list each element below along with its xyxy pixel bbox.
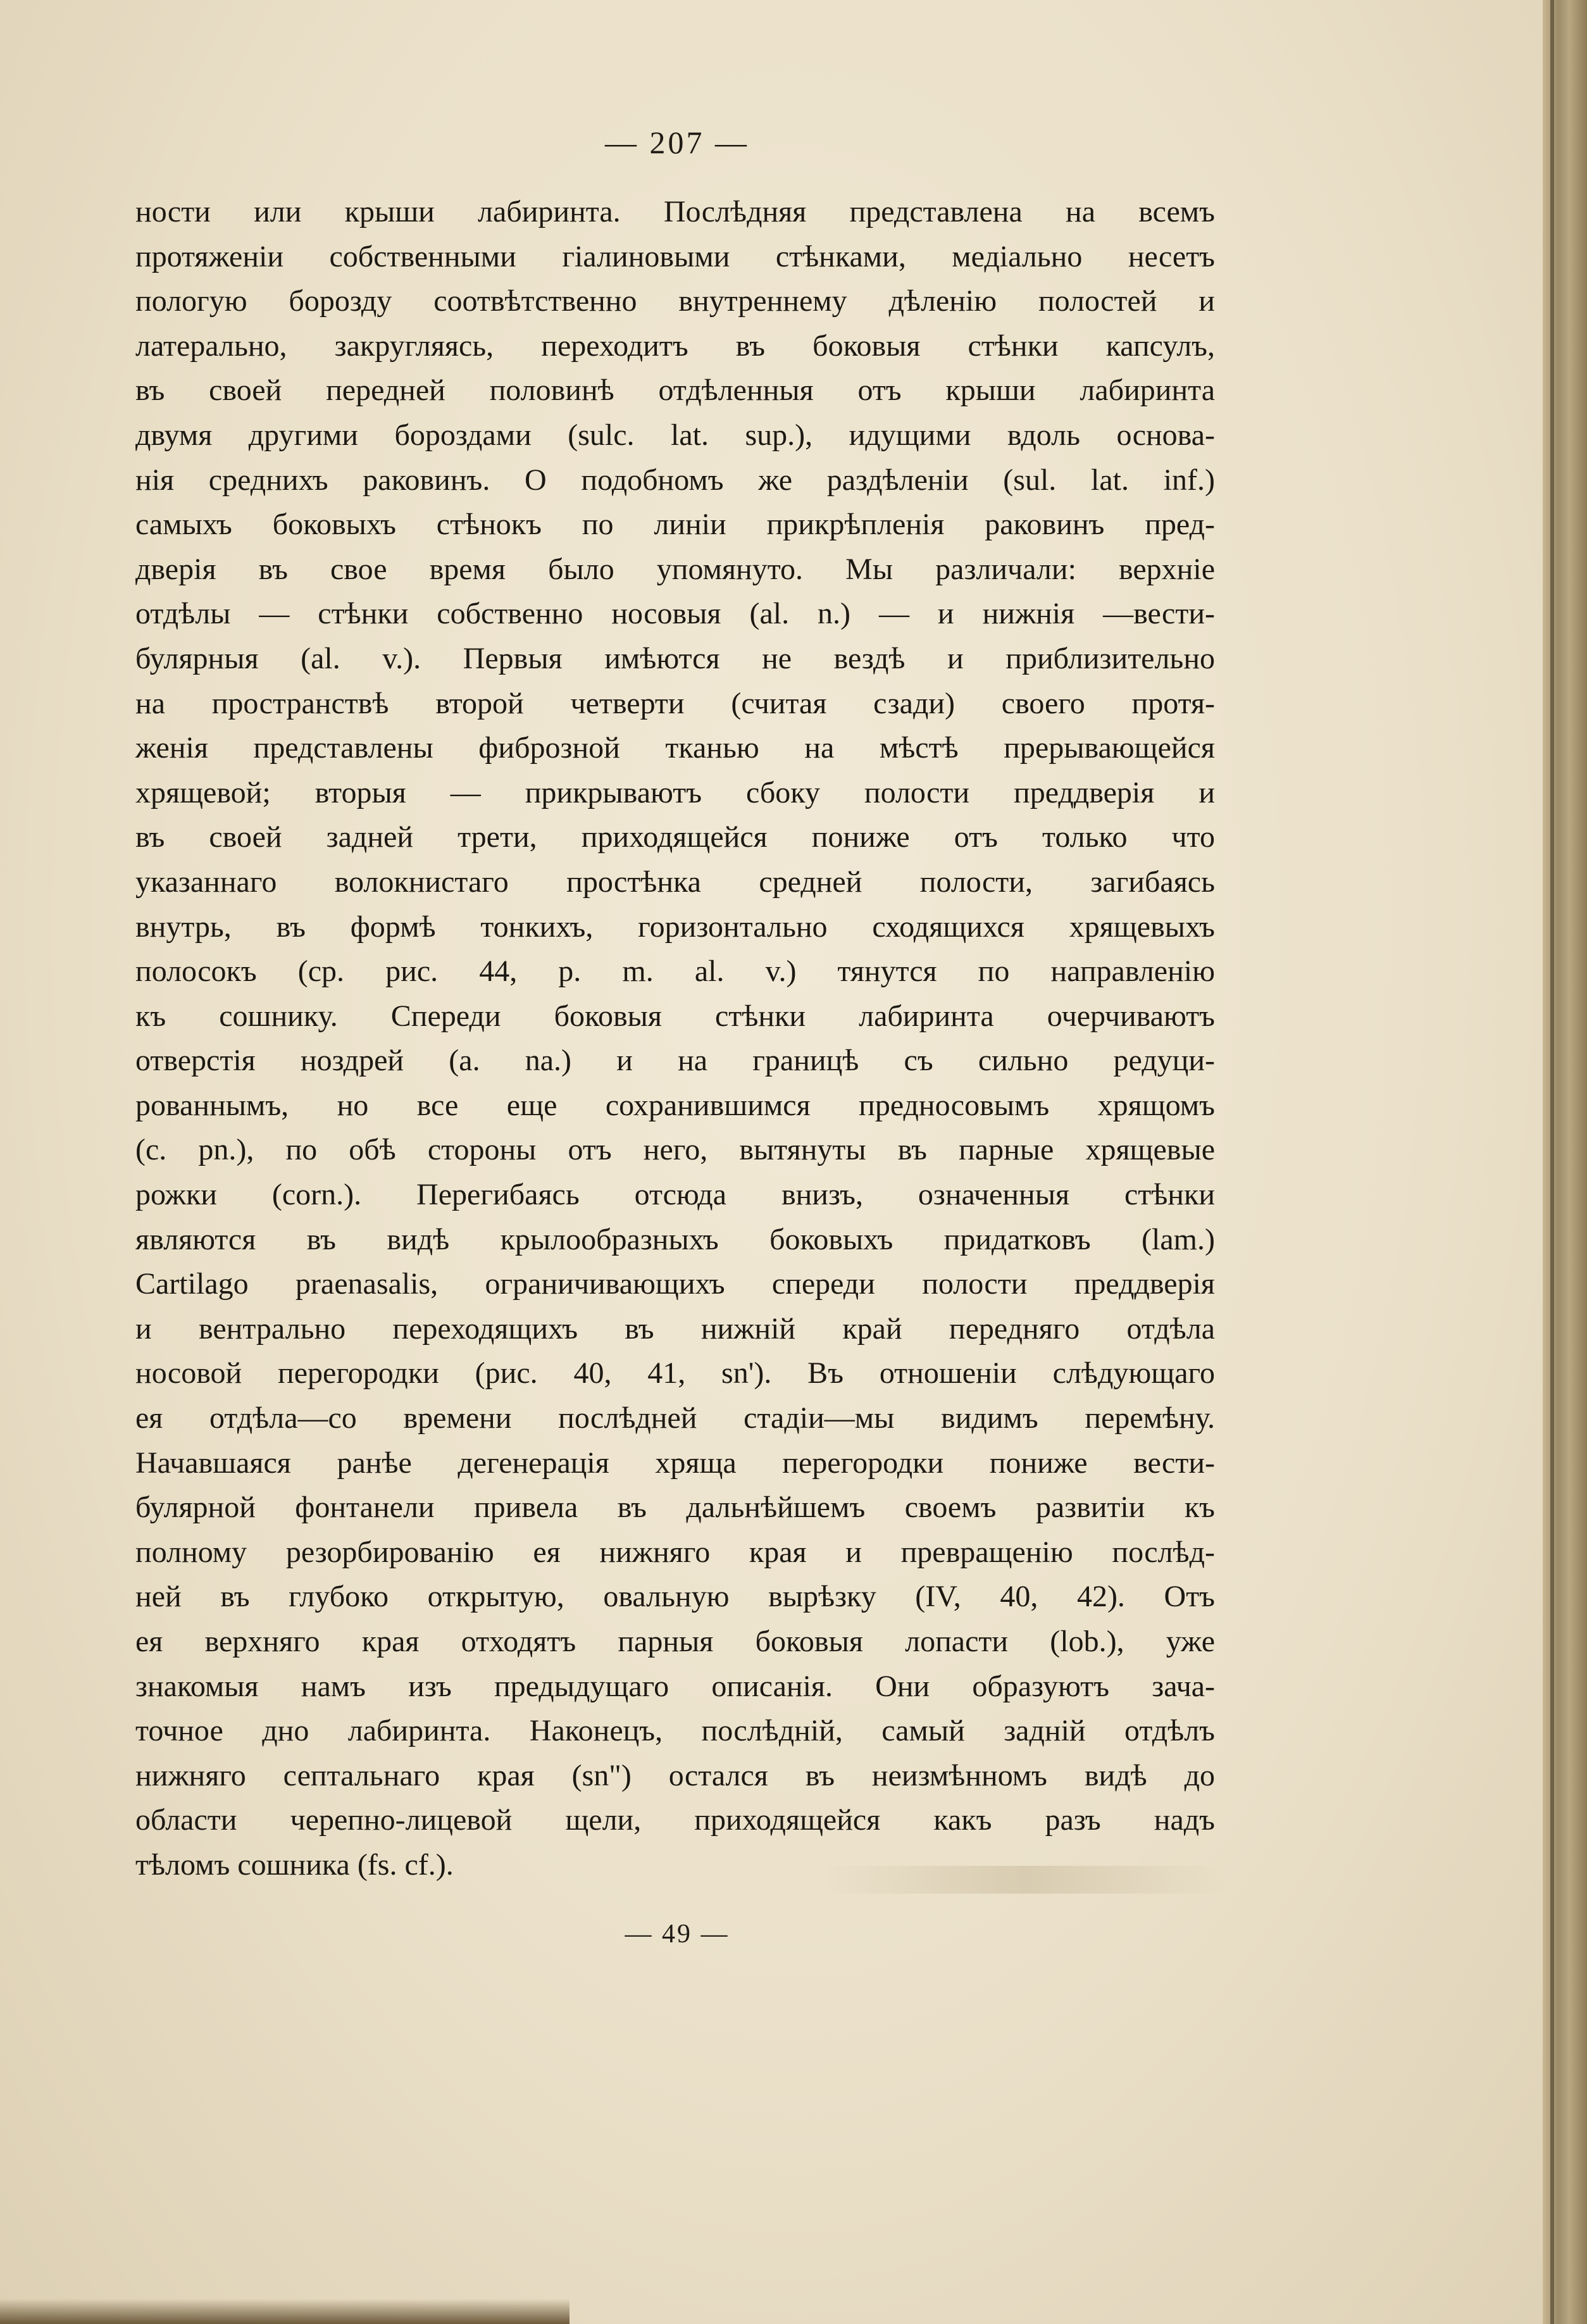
text-line: латерально, закругляясь, переходитъ въ боковыя стѣнки капсулъ, [135, 328, 1215, 363]
main-text-block [135, 190, 1215, 1888]
text-line: являются въ видѣ крылообразныхъ боковыхъ придатковъ (lam.) [135, 1222, 1215, 1256]
text-line: женія представлены фиброзной тканью на мѣстѣ прерывающейся [135, 731, 1215, 765]
text-line: отверстія ноздрей (a. na.) и на границѣ съ сильно редуци- [135, 1044, 1215, 1078]
text-line: булярной фонтанели привела въ дальнѣйшемъ своемъ развитіи къ [135, 1490, 1215, 1525]
bottom-edge-stain [0, 2299, 569, 2324]
text-line: хрящевой; вторыя — прикрываютъ сбоку полости преддверія и [135, 775, 1215, 809]
page-edge-shadow [1543, 0, 1587, 2324]
text-line: ея верхняго края отходятъ парныя боковыя лопасти (lob.), уже [135, 1625, 1215, 1658]
text-line: нижняго септальнаго края (sn") остался въ неизмѣнномъ видѣ до [135, 1758, 1215, 1792]
text-line: полосокъ (ср. рис. 44, p. m. al. v.) тянутся по направленію [135, 954, 1215, 989]
text-line: ней въ глубоко открытую, овальную вырѣзку (IV, 40, 42). Отъ [135, 1580, 1215, 1614]
text-line: области черепно-лицевой щели, приходящейся какъ разъ надъ [135, 1803, 1215, 1837]
page-edge-line [1550, 0, 1554, 2324]
text-line: ея отдѣла—со времени послѣдней стадіи—мы видимъ перемѣну. [135, 1401, 1215, 1435]
text-line: указаннаго волокнистаго простѣнка средней полости, загибаясь [135, 865, 1215, 899]
text-line: булярныя (al. v.). Первыя имѣются не вездѣ и приблизительно [135, 641, 1215, 675]
text-line: рожки (corn.). Перегибаясь отсюда внизъ, означенныя стѣнки [135, 1178, 1215, 1212]
signature-mark: — 49 — [625, 1920, 730, 1949]
text-line: и вентрально переходящихъ въ нижній край передняго отдѣла [135, 1311, 1215, 1346]
text-line: Начавшаяся ранѣе дегенерація хряща перегородки пониже вести- [135, 1446, 1215, 1480]
text-line: отдѣлы — стѣнки собственно носовыя (al. n.) — и нижнія —вести- [135, 597, 1215, 631]
text-line: двумя другими бороздами (sulc. lat. sup.), идущими вдоль основа- [135, 418, 1215, 452]
text-line: въ своей передней половинѣ отдѣленныя отъ крыши лабиринта [135, 373, 1215, 408]
text-line: тѣломъ сошника (fs. cf.). [135, 1847, 454, 1882]
text-line: (c. pn.), по обѣ стороны отъ него, вытянуты въ парные хрящевые [135, 1133, 1215, 1167]
text-line: въ своей задней трети, приходящейся пониже отъ только что [135, 820, 1215, 854]
text-line: знакомыя намъ изъ предыдущаго описанія. Они образуютъ зача- [135, 1669, 1215, 1703]
text-line: полному резорбированію ея нижняго края и превращенію послѣд- [135, 1535, 1215, 1569]
text-line: самыхъ боковыхъ стѣнокъ по линіи прикрѣпленія раковинъ пред- [135, 508, 1215, 542]
text-line: дверія въ свое время было упомянуто. Мы различали: верхніе [135, 552, 1215, 586]
text-line: Cartilago praenasalis, ограничивающихъ спереди полости преддверія [135, 1267, 1215, 1301]
text-line: нія среднихъ раковинъ. О подобномъ же раздѣленіи (sul. lat. inf.) [135, 463, 1215, 497]
page-number-header: — 207 — [605, 125, 749, 160]
text-line: рованнымъ, но все еще сохранившимся предносовымъ хрящомъ [135, 1088, 1215, 1122]
text-line: на пространствѣ второй четверти (считая сзади) своего протя- [135, 686, 1215, 720]
text-line: внутрь, въ формѣ тонкихъ, горизонтально сходящихся хрящевыхъ [135, 909, 1215, 944]
text-line: къ сошнику. Спереди боковыя стѣнки лабиринта очерчиваютъ [135, 999, 1215, 1033]
text-line: ности или крыши лабиринта. Послѣдняя представлена на всемъ [135, 195, 1215, 228]
text-line: пологую борозду соотвѣтственно внутреннему дѣленію полостей и [135, 284, 1215, 318]
text-line: протяженіи собственными гіалиновыми стѣнками, медіально несетъ [135, 239, 1215, 273]
text-line: точное дно лабиринта. Наконецъ, послѣдній, самый задній отдѣлъ [135, 1714, 1215, 1748]
text-line: носовой перегородки (рис. 40, 41, sn'). Въ отношеніи слѣдующаго [135, 1356, 1215, 1390]
